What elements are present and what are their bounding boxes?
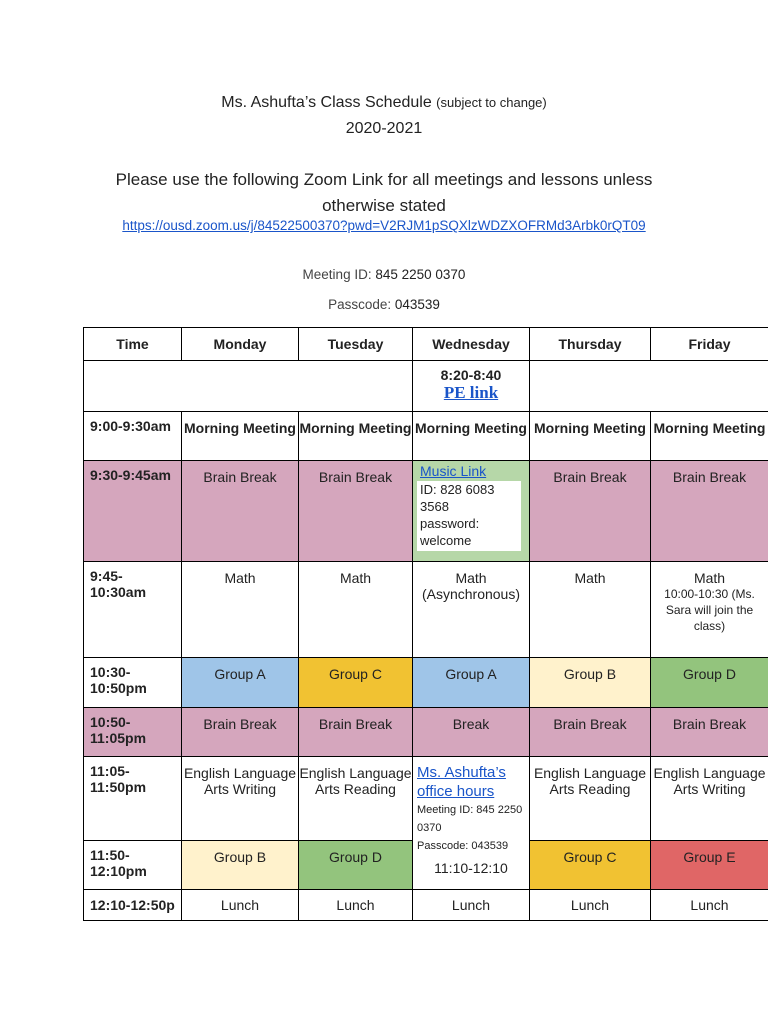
brain-break-cell: Brain Break (530, 708, 651, 757)
header-wednesday: Wednesday (413, 328, 530, 361)
time-cell: 10:30-10:50pm (84, 658, 182, 708)
table-row (84, 890, 768, 921)
office-hours-cell (413, 757, 530, 890)
time-cell: 10:50-11:05pm (84, 708, 182, 757)
table-row-pe (84, 361, 768, 412)
brain-break-cell: Brain Break (182, 708, 299, 757)
header-monday: Monday (182, 328, 299, 361)
ela-cell: English Language Arts Writing (651, 757, 768, 841)
title-note: (subject to change) (436, 95, 547, 110)
lunch-cell: Lunch (413, 890, 530, 921)
music-link-row (417, 461, 521, 481)
math-cell-friday (651, 562, 768, 658)
group-cell: Group C (530, 841, 651, 890)
ela-cell: English Language Arts Reading (299, 757, 413, 841)
lunch-cell: Lunch (182, 890, 299, 921)
table-row (84, 757, 768, 841)
pe-time: 8:20-8:40 (440, 367, 502, 383)
math-cell: Math (299, 562, 413, 658)
time-cell: 9:00-9:30am (84, 412, 182, 461)
header-friday: Friday (651, 328, 768, 361)
ela-cell: English Language Arts Writing (182, 757, 299, 841)
header-tuesday: Tuesday (299, 328, 413, 361)
morning-meeting-cell: Morning Meeting (299, 412, 413, 461)
schedule-title (0, 94, 768, 112)
morning-meeting-cell: Morning Meeting (413, 412, 530, 461)
brain-break-cell: Brain Break (299, 708, 413, 757)
header-time: Time (84, 328, 182, 361)
lunch-cell: Lunch (299, 890, 413, 921)
zoom-link[interactable]: https://ousd.zoom.us/j/84522500370?pwd=V2RJM1pSQXlzWDZXOFRMd3Arbk0rQT09 (122, 218, 646, 233)
office-hours-link[interactable]: Ms. Ashufta’s office hours (417, 764, 506, 800)
group-cell: Group E (651, 841, 768, 890)
group-cell: Group B (182, 841, 299, 890)
pe-cell (413, 361, 530, 412)
break-cell: Break (413, 708, 530, 757)
passcode-row (0, 297, 768, 312)
time-cell: 9:45-10:30am (84, 562, 182, 658)
math-friday-note: 10:00-10:30 (Ms. Sara will join the class) (664, 587, 755, 633)
time-cell: 9:30-9:45am (84, 461, 182, 562)
group-cell: Group D (299, 841, 413, 890)
school-year: 2020-2021 (345, 120, 423, 137)
title-text: Ms. Ashufta’s Class Schedule (221, 94, 432, 111)
math-cell: Math (182, 562, 299, 658)
time-cell: 11:05-11:50pm (84, 757, 182, 841)
office-meeting-id: Meeting ID: 845 2250 0370 (417, 804, 523, 834)
morning-meeting-cell: Morning Meeting (651, 412, 768, 461)
table-row (84, 708, 768, 757)
schedule-table (83, 327, 768, 921)
math-label: Math (693, 570, 726, 586)
brain-break-cell: Brain Break (651, 461, 768, 562)
group-cell: Group B (530, 658, 651, 708)
group-cell: Group A (413, 658, 530, 708)
table-row (84, 562, 768, 658)
passcode-value: 043539 (394, 297, 440, 312)
empty-cell (530, 361, 768, 412)
music-password: password: welcome (420, 516, 480, 548)
table-row (84, 461, 768, 562)
intro-line-2: otherwise stated (322, 196, 446, 215)
ela-cell: English Language Arts Reading (530, 757, 651, 841)
group-cell: Group C (299, 658, 413, 708)
brain-break-cell: Brain Break (530, 461, 651, 562)
morning-meeting-cell: Morning Meeting (530, 412, 651, 461)
music-details (417, 481, 521, 551)
table-row (84, 412, 768, 461)
music-box (417, 461, 521, 551)
pe-link[interactable]: PE link (443, 383, 499, 402)
music-link[interactable]: Music Link (420, 463, 487, 479)
lunch-cell: Lunch (651, 890, 768, 921)
brain-break-cell: Brain Break (651, 708, 768, 757)
math-cell: Math (530, 562, 651, 658)
table-row (84, 658, 768, 708)
brain-break-cell: Brain Break (182, 461, 299, 562)
music-cell (413, 461, 530, 562)
intro-line-1: Please use the following Zoom Link for all meetings and lessons unless (115, 170, 653, 189)
office-passcode: Passcode: 043539 (417, 840, 509, 852)
meeting-id-label: Meeting ID: (302, 267, 372, 282)
passcode-label: Passcode: (328, 297, 392, 312)
group-cell: Group A (182, 658, 299, 708)
empty-cell (84, 361, 413, 412)
zoom-link-row (0, 218, 768, 233)
music-id: ID: 828 6083 3568 (420, 482, 495, 514)
meeting-id-value: 845 2250 0370 (375, 267, 466, 282)
lunch-cell: Lunch (530, 890, 651, 921)
time-cell: 11:50-12:10pm (84, 841, 182, 890)
math-cell: Math (Asynchronous) (413, 562, 530, 658)
header-thursday: Thursday (530, 328, 651, 361)
brain-break-cell: Brain Break (299, 461, 413, 562)
morning-meeting-cell: Morning Meeting (182, 412, 299, 461)
group-cell: Group D (651, 658, 768, 708)
table-header-row (84, 328, 768, 361)
time-cell: 12:10-12:50p (84, 890, 182, 921)
meeting-id-row (0, 267, 768, 282)
office-hours-time: 11:10-12:10 (434, 860, 508, 876)
